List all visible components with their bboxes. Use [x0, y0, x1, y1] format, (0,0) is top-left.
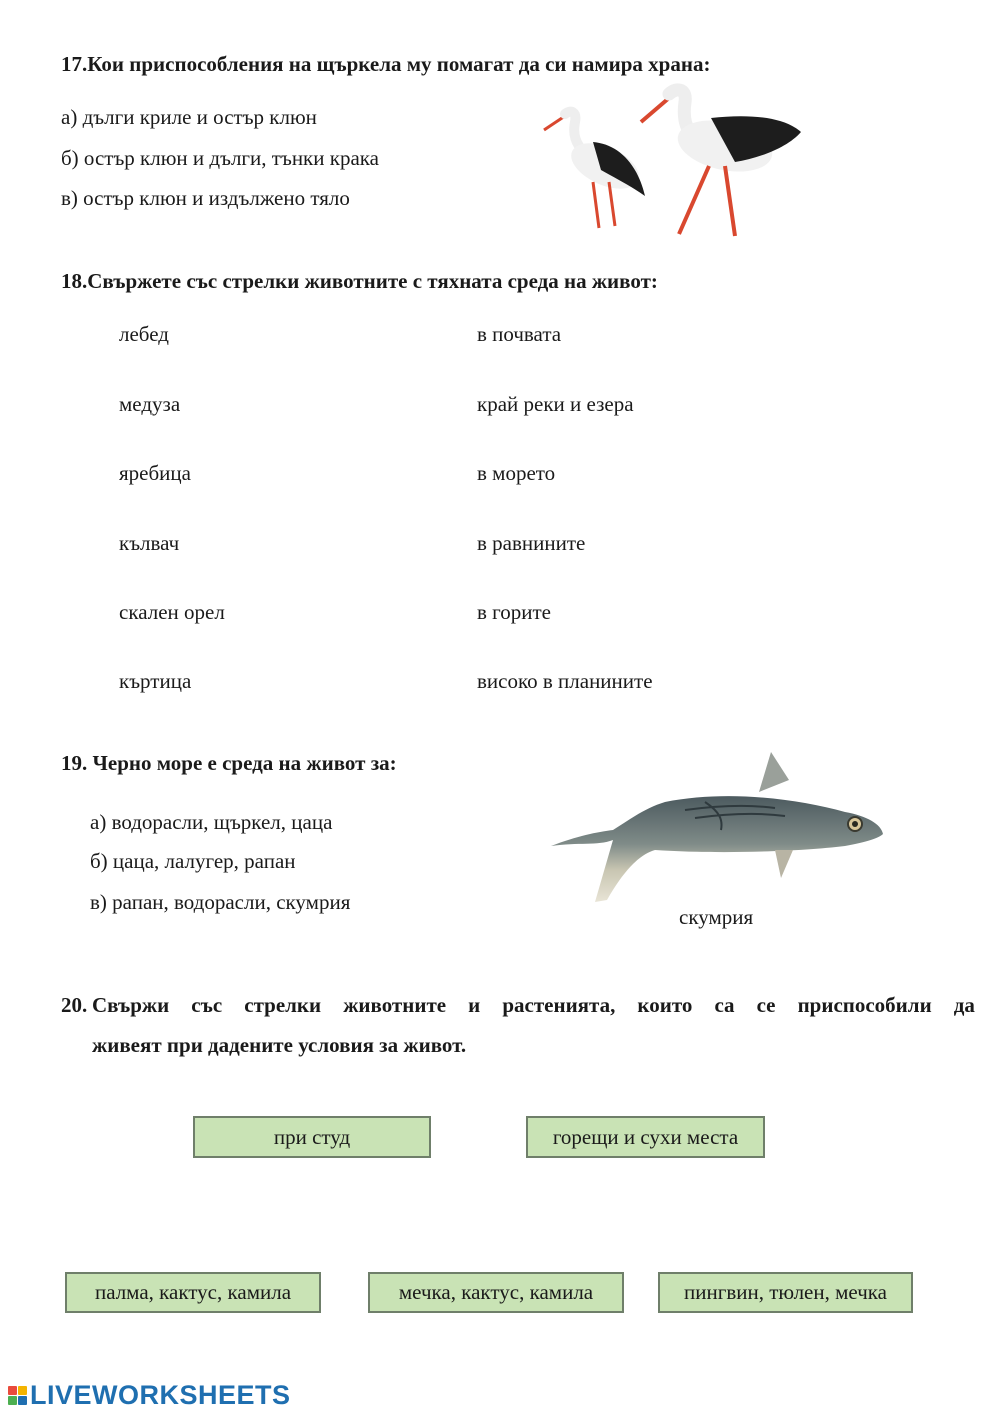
q18-title: 18.Свържете със стрелки животните с тяхната среда на живот: — [61, 269, 658, 293]
q18-habitat-4[interactable]: в равнините — [477, 531, 586, 555]
q20-title-line2: живеят при дадените условия за живот. — [92, 1033, 467, 1057]
q20-word: се — [756, 993, 776, 1017]
storks-image — [535, 78, 810, 243]
q19-option-b[interactable]: б) цаца, лалугер, рапан — [90, 849, 296, 873]
q20-word: да — [953, 993, 975, 1017]
q20-title — [92, 985, 975, 1065]
q18-animal-3[interactable]: яребица — [119, 461, 191, 485]
q17-option-b[interactable]: б) остър клюн и дълги, тънки крака — [61, 146, 379, 170]
q18-habitat-3[interactable]: в морето — [477, 461, 556, 485]
q18-animal-5[interactable]: скален орел — [119, 600, 225, 624]
condition-box-hot-dry[interactable]: горещи и сухи места — [526, 1116, 765, 1158]
q17-title: 17.Кои приспособления на щъркела му помагат да си намира храна: — [61, 52, 711, 76]
liveworksheets-logo[interactable] — [8, 1380, 291, 1411]
q20-word: животните — [343, 993, 447, 1017]
mackerel-caption: скумрия — [679, 905, 754, 929]
q20-word: растенията, — [502, 993, 616, 1017]
q18-animal-4[interactable]: кълвач — [119, 531, 180, 555]
logo-squares-icon — [8, 1386, 27, 1405]
answer-box-1[interactable]: палма, кактус, камила — [65, 1272, 321, 1313]
q20-title-line1 — [92, 985, 975, 1025]
q20-word: и — [468, 993, 481, 1017]
q17-option-c[interactable]: в) остър клюн и издължено тяло — [61, 186, 350, 210]
stork-small-illustration — [544, 112, 646, 228]
stork-large-illustration — [641, 90, 801, 236]
condition-box-cold[interactable]: при студ — [193, 1116, 431, 1158]
q20-word: са — [714, 993, 735, 1017]
q19-option-c[interactable]: в) рапан, водорасли, скумрия — [90, 890, 351, 914]
q19-option-a[interactable]: а) водорасли, щъркел, цаца — [90, 810, 333, 834]
q18-animal-1[interactable]: лебед — [119, 322, 169, 346]
q20-word: приспособили — [797, 993, 932, 1017]
logo-text: LIVEWORKSHEETS — [30, 1380, 291, 1410]
q18-animal-2[interactable]: медуза — [119, 392, 181, 416]
q20-word: със — [191, 993, 223, 1017]
q20-number: 20. — [61, 993, 88, 1017]
q18-habitat-5[interactable]: в горите — [477, 600, 551, 624]
answer-box-3[interactable]: пингвин, тюлен, мечка — [658, 1272, 913, 1313]
q20-word: стрелки — [244, 993, 322, 1017]
q18-habitat-2[interactable]: край реки и езера — [477, 392, 634, 416]
answer-box-2[interactable]: мечка, кактус, камила — [368, 1272, 624, 1313]
q18-habitat-6[interactable]: високо в планините — [477, 669, 653, 693]
mackerel-image — [545, 750, 890, 910]
q18-habitat-1[interactable]: в почвата — [477, 322, 562, 346]
q17-option-a[interactable]: а) дълги криле и остър клюн — [61, 105, 317, 129]
q18-animal-6[interactable]: къртица — [119, 669, 192, 693]
q20-word: Свържи — [92, 993, 170, 1017]
q20-word: които — [637, 993, 693, 1017]
q19-title: 19. Черно море е среда на живот за: — [61, 751, 397, 775]
